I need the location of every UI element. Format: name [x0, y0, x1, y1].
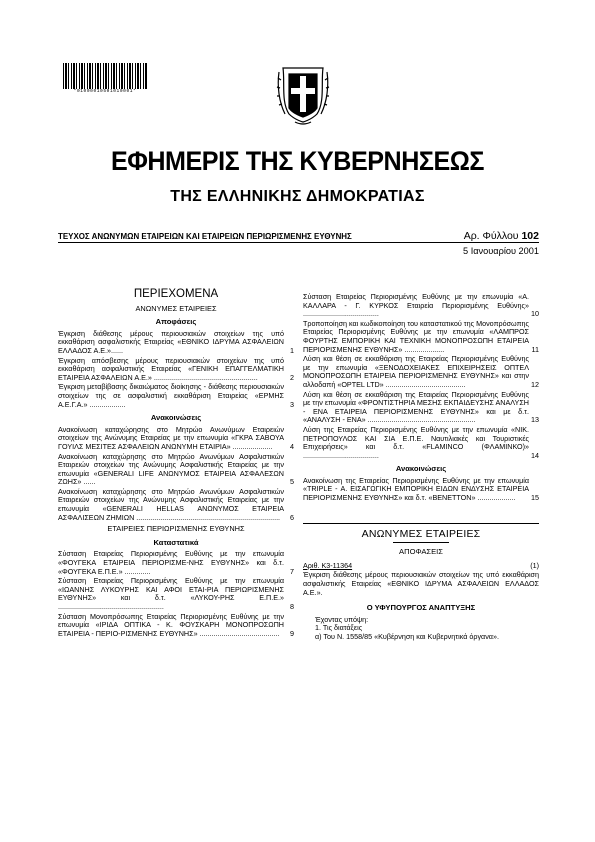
- law-item: α) Του Ν. 1558/85 «Κυβέρνηση και Κυβερνητικά όργανα».: [315, 632, 499, 641]
- sheet-label: Αρ. Φύλλου: [463, 230, 519, 242]
- decision-ref-number: Αριθ. Κ3-11364: [303, 560, 353, 570]
- toc-entry[interactable]: Ανακοίνωση της Εταιρείας Περιορισμένης Ευθύνης με την επωνυμία «TRIPLE - Α. ΕΙΣΑΓΩΓΙΚΗ ΕΜΠΟΡΙΚΗ ΕΙΔΩΝ ΕΝΔΥΣΗΣ ΕΤΑΙΡΕΙΑ ΠΕΡΙΟΡΙΣΜΕΝΗΣ ΕΥΘΥΝΗΣ» και δ.τ. «BENETTON» ................... 15: [303, 475, 539, 503]
- sheet-number: 102: [521, 230, 539, 242]
- toc-right-column: [303, 293, 539, 642]
- toc-entry[interactable]: Έγκριση διάθεσης μέρους περιουσιακών στοιχείων της υπό εκκαθάριση ασφαλιστικής Εταιρείας «ΕΘΝΙΚΟ ΙΔΡΥΜΑ ΑΣΦΑΛΕΙΩΝ ΕΛΛΑΔΟΣ Α.Ε.»...... 1: [58, 328, 294, 355]
- toc-left-column: [58, 290, 294, 639]
- gazette-title: ΕΦΗΜΕΡΙΣ ΤΗΣ ΚΥΒΕΡΝΗΣΕΩΣ: [110, 146, 485, 176]
- toc-page-number: 7: [290, 566, 294, 576]
- minister-heading: Ο ΥΦΥΠΟΥΡΓΟΣ ΑΝΑΠΤΥΞΗΣ: [366, 603, 476, 613]
- toc-entry[interactable]: Σύσταση Εταιρείας Περιορισμένης Ευθύνης με την επωνυμία «ΦΟΥΓΕΚΑ ΕΤΑΙΡΕΙΑ ΠΕΡΙΟΡΙΣΜΕ-ΝΗΣ ΕΥΘΥΝΗΣ» και δ.τ. «ΦΟΥΓΕΚΑ Ε.Π.Ε.» ............. 7: [58, 549, 294, 576]
- toc-entry[interactable]: Λύση της Εταιρείας Περιορισμένης Ευθύνης με την επωνυμία «ΝΙΚ. ΠΕΤΡΟΠΟΥΛΟΣ ΚΑΙ ΣΙΑ Ε.Π.Ε. Ναυτιλιακές και Τουριστικές Επιχειρήσεις» και δ.τ. «FLAMINCO (ΦΛΑΜΙΝΚΟ)» ...................................... 14: [303, 424, 539, 460]
- toc-entry[interactable]: Λύση και θέση σε εκκαθάριση της Εταιρείας Περιορισμένης Ευθύνης με την επωνυμία «ΦΡΟΝΤΙΣΤΗΡΙΑ ΜΕΣΗΣ ΕΚΠΑΙΔΕΥΣΗΣ ΑΝΑΛΥΣΗ - ΕΝΑ ΕΤΑΙΡΕΙΑ ΠΕΡΙΟΡΙΣΜΕΝΗΣ ΕΥΘΥΝΗΣ» και με δ.τ. «ΑΝΑΛΥΣΗ - ΕΝΑ» ...................................................... 13: [303, 389, 539, 425]
- toc-page-number: 14: [531, 450, 539, 460]
- toc-page-number: 3: [290, 399, 294, 409]
- considering-text: Έχοντας υπόψη:: [315, 614, 369, 624]
- toc-announcements-label: Ανακοινώσεις: [150, 413, 202, 423]
- toc-section-ae: ΑΝΩΝΥΜΕΣ ΕΤΑΙΡΕΙΕΣ: [135, 303, 217, 313]
- section-divider: [303, 523, 539, 524]
- gazette-subtitle: ΤΗΣ ΕΛΛΗΝΙΚΗΣ ΔΗΜΟΚΡΑΤΙΑΣ: [170, 188, 425, 205]
- toc-section-epe: ΕΤΑΙΡΕΙΕΣ ΠΕΡΙΩΡΙΣΜΕΝΗΣ ΕΥΘΥΝΗΣ: [107, 524, 245, 534]
- toc-entry[interactable]: Έγκριση απόσβεσης μέρους περιουσιακών στοιχείων της υπό εκκαθάριση ασφαλιστικής Εταιρείας «ΓΕΝΙΚΗ ΕΠΑΓΓΕΛΜΑΤΙΚΗ ΕΤΑΙΡΕΙΑ ΑΣΦΑΛΕΙΩΝ Α.Ε.» .................................................... 2: [58, 355, 294, 382]
- decision-ref-index: (1): [530, 560, 539, 570]
- body-section-title: ΑΝΩΝΥΜΕΣ ΕΤΑΙΡΕΙΕΣ: [361, 527, 481, 540]
- toc-statutes-label: Καταστατικά: [153, 537, 199, 547]
- toc-page-number: 10: [531, 309, 539, 319]
- toc-page-number: 13: [531, 415, 539, 425]
- issue-date: 5 Ιανουαρίου 2001: [463, 246, 539, 256]
- provisions-item: 1. Τις διατάξεις: [315, 623, 363, 633]
- toc-page-number: 6: [290, 512, 294, 522]
- toc-entry[interactable]: Ανακοίνωση καταχώρησης στο Μητρώο Ανωνύμων Ασφαλιστικών Εταιρειών στοιχείων της Ανώνυμης Ασφαλιστικής Εταιρείας με την επωνυμία «GENERALI LIFE ΑΝΩΝΥΜΟΣ ΕΤΑΙΡΕΙΑ ΑΣΦΑΛΕΣΩΝ ΖΩΗΣ» ...... 5: [58, 451, 294, 487]
- greek-coat-of-arms-icon: [275, 62, 331, 126]
- toc-page-number: 15: [531, 493, 539, 503]
- toc-entry[interactable]: Σύσταση Εταιρείας Περιορισμένης Ευθύνης με την επωνυμία «ΙΩΑΝΝΗΣ ΛΥΚΟΥΡΗΣ ΚΑΙ ΑΦΟΙ ΕΤΑΙ-ΡΙΑ ΠΕΡΙΩΡΙΣΜΕΝΗΣ ΕΥΘΥΝΗΣ» και δ.τ. «ΛΥΚΟΥ-ΡΗΣ Ε.Π.Ε.» ..................................................... 8: [58, 576, 294, 611]
- body-decisions-title: ΑΠΟΦΑΣΕΙΣ: [399, 547, 443, 557]
- barcode-number: *01000010501010001*: [73, 89, 137, 94]
- toc-entry[interactable]: Λύση και θέση σε εκκαθάριση της Εταιρείας Περιορισμένης Ευθύνης με την επωνυμία «ΞΕΝΟΔΟΧΕΙΑΚΕΣ ΕΠΙΧΕΙΡΗΣΕΙΣ ΟΠΤΕΛ ΜΟΝΟΠΡΟΣΩΠΗ ΕΤΑΙΡΕΙΑ ΠΕΡΙΟΡΙΣΜΕΝΗΣ ΕΥΘΥΝΗΣ» και στην αλλοδαπή «OPTEL LTD» ........................................ 12: [303, 354, 539, 389]
- toc-entry[interactable]: Σύσταση Εταιρείας Περιορισμένης Ευθύνης με την επωνυμία «Α. ΚΑΛΛΑΡΑ - Γ. ΚΥΡΚΟΣ Εταιρεία Περιορισμένης Ευθύνης» ...................................... 10: [303, 292, 539, 319]
- sheet-number-block: [464, 230, 539, 242]
- toc-entry[interactable]: Έγκριση μεταβίβασης δικαιώματος διοίκησης - διάθεσης περιουσιακών στοιχείων της σε ασφαλιστική εκκαθάριση Εταιρείας «ΕΡΜΗΣ Α.Ε.Γ.Α.» .................. 3: [58, 382, 294, 409]
- decision-reference: [303, 562, 539, 571]
- header-rule: [58, 242, 539, 243]
- barcode: [63, 63, 147, 89]
- toc-page-number: 9: [290, 628, 294, 638]
- toc-heading: ΠΕΡΙΕΧΟΜΕΝΑ: [133, 288, 219, 300]
- toc-decisions-label: Αποφάσεις: [155, 317, 197, 327]
- toc-page-number: 12: [531, 379, 539, 389]
- toc-entry[interactable]: Ανακοίνωση καταχώρησης στο Μητρώο Ανωνύμων Ασφαλιστικών Εταιρειών στοιχείων της Ανώνυμης Ασφαλιστικής Εταιρείας με την επωνυμία «GENERALI HELLAS ΑΝΩΝΥΜΟΣ ΕΤΑΙΡΕΙΑ ΑΣΦΑΛΙΣΕΩΝ ΖΗΜΙΩΝ ........................................................................ 6: [58, 486, 294, 522]
- issue-label: ΤΕΥΧΟΣ ΑΝΩΝΥΜΩΝ ΕΤΑΙΡΕΙΩΝ ΚΑΙ ΕΤΑΙΡΕΙΩΝ ΠΕΡΙΩΡΙΣΜΕΝΗΣ ΕΥΘΥΝΗΣ: [58, 232, 352, 241]
- decision-text: Έγκριση διάθεσης μέρους περιουσιακών στοιχείων της υπό εκκαθάριση ασφαλιστικής Εταιρείας «ΕΘΝΙΚΟ ΙΔΡΥΜΑ ΑΣΦΑΛΕΙΩΝ ΕΛΛΑΔΟΣ Α.Ε.».: [303, 570, 539, 597]
- toc-page-number: 8: [290, 602, 294, 611]
- toc-entry[interactable]: Ανακοίνωση καταχώρησης στο Μητρώο Ανωνύμων Εταιρειών στοιχείων της Ανώνυμης Εταιρείας με την επωνυμία «ΓΚΡΑ ΣΑΒΟΥΑ ΓΟΥΙΛΣ ΜΕΣΙΤΕΣ ΑΣΦΑΛΕΙΩΝ ΑΝΩΝΥΜΗ ΕΤΑΙΡΙΑ» .................... 4: [58, 424, 294, 451]
- toc-entry[interactable]: Σύσταση Μονοπρόσωπης Εταιρείας Περιορισμένης Ευθύνης με την επωνυμία «ΙΡΙΔΑ ΟΠΤΙΚΑ - Κ. ΦΟΥΣΚΑΡΗ ΜΟΝΟΠΡΟΣΩΠΗ ΕΤΑΙΡΕΙΑ - ΠΕΡΙΟ-ΡΙΣΜΕΝΗΣ ΕΥΘΥΝΗΣ» ........................................ 9: [58, 611, 294, 638]
- section-divider: [393, 542, 449, 543]
- toc-entry[interactable]: Τροποποίηση και κωδικοποίηση του καταστατικού της Μονοπρόσωπης Εταιρείας Περιορισμένης Ευθύνης με την επωνυμία «ΛΑΜΠΡΟΣ ΦΟΥΡΤΗΣ ΕΜΠΟΡΙΚΗ ΚΑΙ ΤΕΧΝΙΚΗ ΜΟΝΟΠΡΟΣΩΠΗ ΕΤΑΙΡΕΙΑ ΠΕΡΙΟΡΙΣΜΕΝΗΣ ΕΥΘΥΝΗΣ» .................... 11: [303, 318, 539, 354]
- toc-page-number: 1: [290, 345, 294, 355]
- toc-page-number: 5: [290, 477, 294, 487]
- toc-right-announcements-label: Ανακοινώσεις: [395, 464, 447, 474]
- toc-page-number: 11: [531, 344, 539, 354]
- toc-page-number: 2: [290, 372, 294, 382]
- toc-page-number: 4: [290, 441, 294, 451]
